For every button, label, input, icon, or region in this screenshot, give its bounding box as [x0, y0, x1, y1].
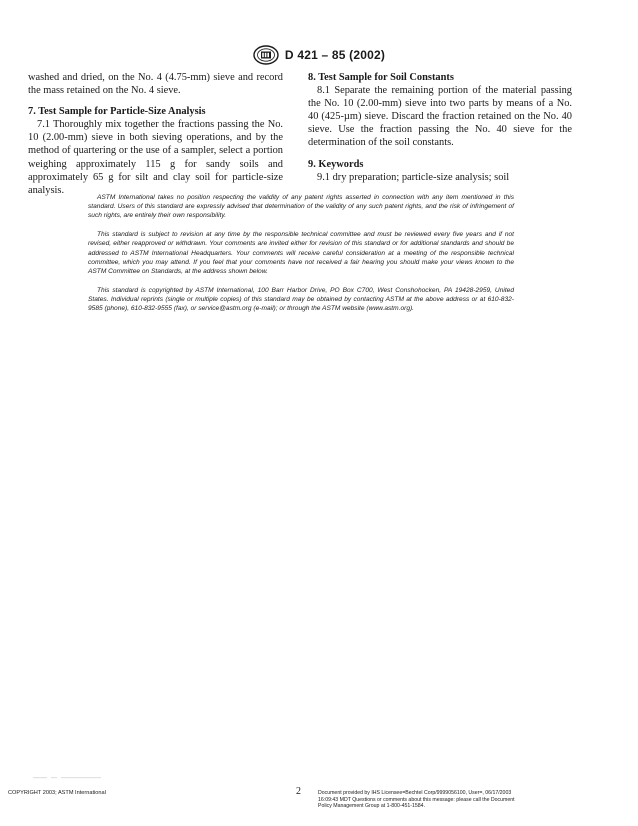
section-9-paragraph: 9.1 dry preparation; particle-size analysis; soil	[317, 171, 510, 183]
section-8-paragraph: 8.1 Separate the remaining portion of the material passing the No. 10 (2.00-mm) sieve into two parts by means of a No. 40 (425-µm) sieve. Discard the fraction retained on the No. 40 sieve. Use the fraction passing the No. 40 sieve for the determination of the soil constants.	[308, 85, 572, 149]
section-7-heading: 7. Test Sample for Particle-Size Analysis	[28, 106, 206, 118]
copyright-notice: This standard is copyrighted by ASTM International, 100 Barr Harbor Drive, PO Box C700, West Conshohocken, PA 19428-2959, United States. Individual reprints (single or multiple copies) of this standard may be obtained by contacting ASTM at the above address or at 610-832-9585 (phone), 610-832-9555 (fax), or service@astm.org (e-mail); or through the ASTM website (www.astm.org).	[88, 286, 514, 313]
right-column	[308, 71, 572, 184]
section-8-heading: 8. Test Sample for Soil Constants	[308, 72, 454, 83]
page-number: 2	[296, 786, 301, 797]
left-column	[28, 71, 283, 197]
footer-provided-by-line: Policy Management Group at 1-800-451-1584.	[318, 803, 425, 810]
footer-provided-by-line: Document provided by IHS Licensee=Bechtel Corp/9999056100, User=, 06/17/2003	[318, 790, 512, 796]
faint-watermark-strip	[33, 775, 133, 781]
astm-notices	[88, 193, 514, 323]
footer-provided-by-line: 16:09:43 MDT Questions or comments about this message: please call the Document	[318, 796, 515, 803]
section-7-paragraph: 7.1 Thoroughly mix together the fractions passing the No. 10 (2.00-mm) sieve in both sieving operations, and by the method of quartering or the use of a sampler, select a portion weighing approximately 115 g for sandy soils and approximately 65 g for silt and clay soil for particle-size analysis.	[28, 119, 283, 196]
astm-logo-icon	[253, 45, 279, 65]
document-number: D 421 – 85 (2002)	[284, 48, 386, 62]
footer-provided-by	[318, 790, 528, 810]
intro-paragraph: washed and dried, on the No. 4 (4.75-mm) sieve and record the mass retained on the No. 4 sieve.	[28, 72, 283, 97]
footer-copyright: COPYRIGHT 2003; ASTM International	[8, 790, 106, 796]
page-header	[0, 44, 638, 66]
section-9-heading: 9. Keywords	[308, 158, 364, 170]
patent-notice: ASTM International takes no position respecting the validity of any patent rights asserted in connection with any item mentioned in this standard. Users of this standard are expressly advised that determination of the validity of any such patent rights, and the risk of infringement of such rights, are entirely their own responsibility.	[88, 194, 514, 220]
revision-notice: This standard is subject to revision at any time by the responsible technical committee and must be reviewed every five years and if not revised, either reapproved or withdrawn. Your comments are invited either for revision of this standard or for additional standards and should be addressed to ASTM International Headquarters. Your comments will receive careful consideration at a meeting of the responsible technical committee, which you may attend. If you feel that your comments have not received a fair hearing you should make your views known to the ASTM Committee on Standards, at the address shown below.	[88, 231, 514, 275]
